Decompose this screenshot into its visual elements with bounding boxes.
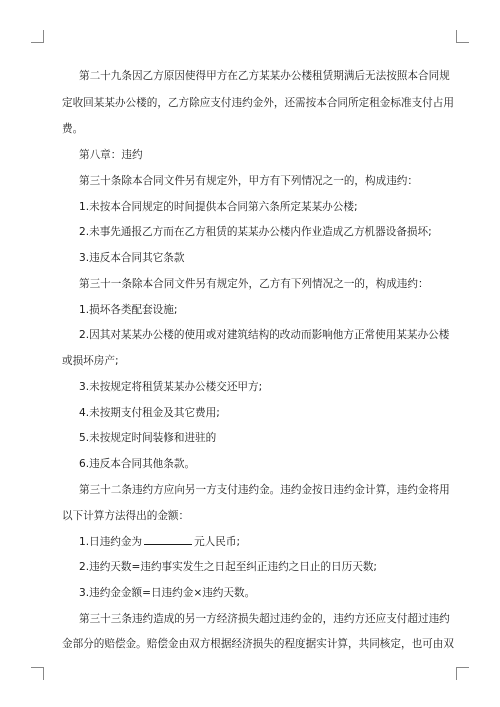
article-32-item-2: 2.违约天数=违约事实发生之日起至纠正违约之日止的日历天数; (79, 561, 377, 573)
crop-mark-bottom-left (31, 667, 44, 680)
article-29-line-1: 第二十九条因乙方原因使得甲方在乙方某某办公楼租赁期满后无法按照本合同规 (79, 70, 450, 82)
article-31-item-4: 4.未按期支付租金及其它费用; (79, 407, 220, 419)
article-32-line-1: 第三十二条违约方应向另一方支付违约金。违约金按日违约金计算，违约金将用 (79, 484, 450, 496)
article-30-item-1: 1.未按本合同规定的时间提供本合同第六条所定某某办公楼; (79, 201, 358, 213)
crop-mark-bottom-right (456, 667, 469, 680)
article-31-item-2-line-1: 2.因其对某某办公楼的使用或对建筑结构的改动而影响他方正常使用某某办公楼 (79, 329, 450, 341)
article-30-item-3: 3.违反本合同其它条款 (79, 252, 185, 264)
chapter-8-heading: 第八章：违约 (79, 149, 143, 161)
article-31-intro: 第三十一条除本合同文件另有规定外，乙方有下列情况之一的，构成违约： (79, 278, 429, 290)
crop-mark-top-left (31, 30, 44, 43)
article-32-line-2: 以下计算方法得出的金额： (62, 510, 190, 522)
amount-blank (144, 534, 192, 545)
item-1-suffix: 元人民币; (194, 536, 241, 548)
article-29-line-3: 费。 (62, 123, 84, 135)
article-30-intro: 第三十条除本合同文件另有规定外，甲方有下列情况之一的，构成违约： (79, 175, 418, 187)
article-30-item-2: 2.未事先通报乙方而在乙方租赁的某某办公楼内作业造成乙方机器设备损坏; (79, 226, 432, 238)
article-29-line-2: 定收回某某办公楼的，乙方除应支付违约金外，还需按本合同所定租金标准支付占用 (62, 97, 454, 109)
article-32-item-3: 3.违约金金额=日违约金×违约天数。 (79, 587, 256, 599)
article-31-item-2-line-2: 或损坏房产; (62, 355, 119, 367)
article-33-line-1: 第三十三条违约造成的另一方经济损失超过违约金的，违约方还应支付超过违约 (79, 613, 450, 625)
crop-mark-top-right (456, 30, 469, 43)
article-31-item-5: 5.未按规定时间装修和进驻的 (79, 432, 217, 444)
article-31-item-1: 1.损坏各类配套设施; (79, 304, 178, 316)
article-33-line-2: 金部分的赔偿金。赔偿金由双方根据经济损失的程度据实计算，共同核定，也可由双 (62, 638, 454, 650)
item-1-prefix: 1.日违约金为 (79, 536, 143, 548)
article-32-item-1 (79, 534, 459, 549)
article-31-item-6: 6.违反本合同其他条款。 (79, 458, 196, 470)
article-31-item-3: 3.未按规定将租赁某某办公楼交还甲方; (79, 381, 263, 393)
